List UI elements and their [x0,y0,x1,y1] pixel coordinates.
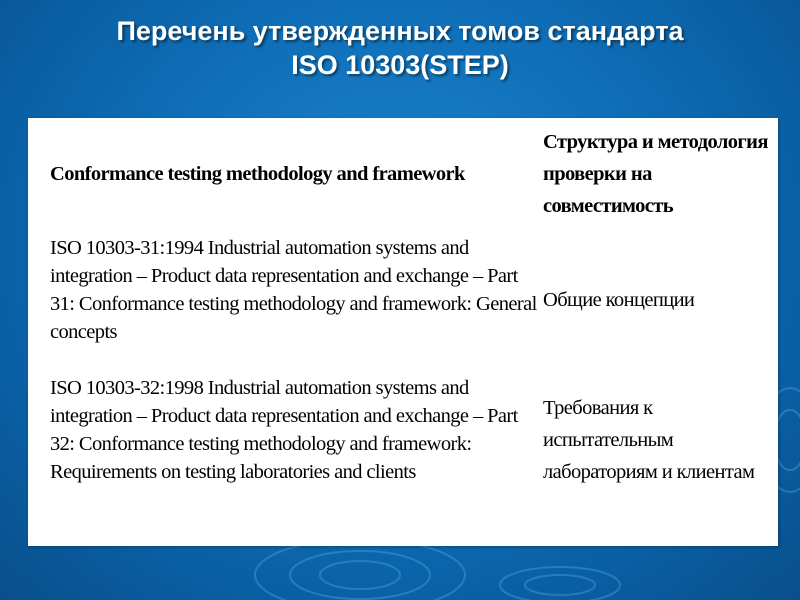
table-cell-standard: Conformance testing methodology and framework [50,163,465,185]
table-cell-description: Общие концепции [543,289,695,311]
table-cell-standard: ISO 10303-31:1994 Industrial automation systems and integration – Product data representation and exchange – Part 31: Conformance testing methodology and framework: General concepts [50,237,537,343]
standards-table [28,118,778,546]
table-cell-description: Структура и методология проверки на совместимость [543,131,768,217]
table-cell-standard: ISO 10303-32:1998 Industrial automation systems and integration – Product data representation and exchange – Part 32: Conformance testing methodology and framework: Requirements on testing laboratories and clients [50,377,518,483]
slide-title-line-1: Перечень утвержденных томов стандарта [116,16,684,46]
table-cell-description: Требования к испытательным лабораториям и клиентам [543,397,755,483]
slide-title [0,14,800,82]
slide-title-line-2: ISO 10303(STEP) [291,50,509,80]
